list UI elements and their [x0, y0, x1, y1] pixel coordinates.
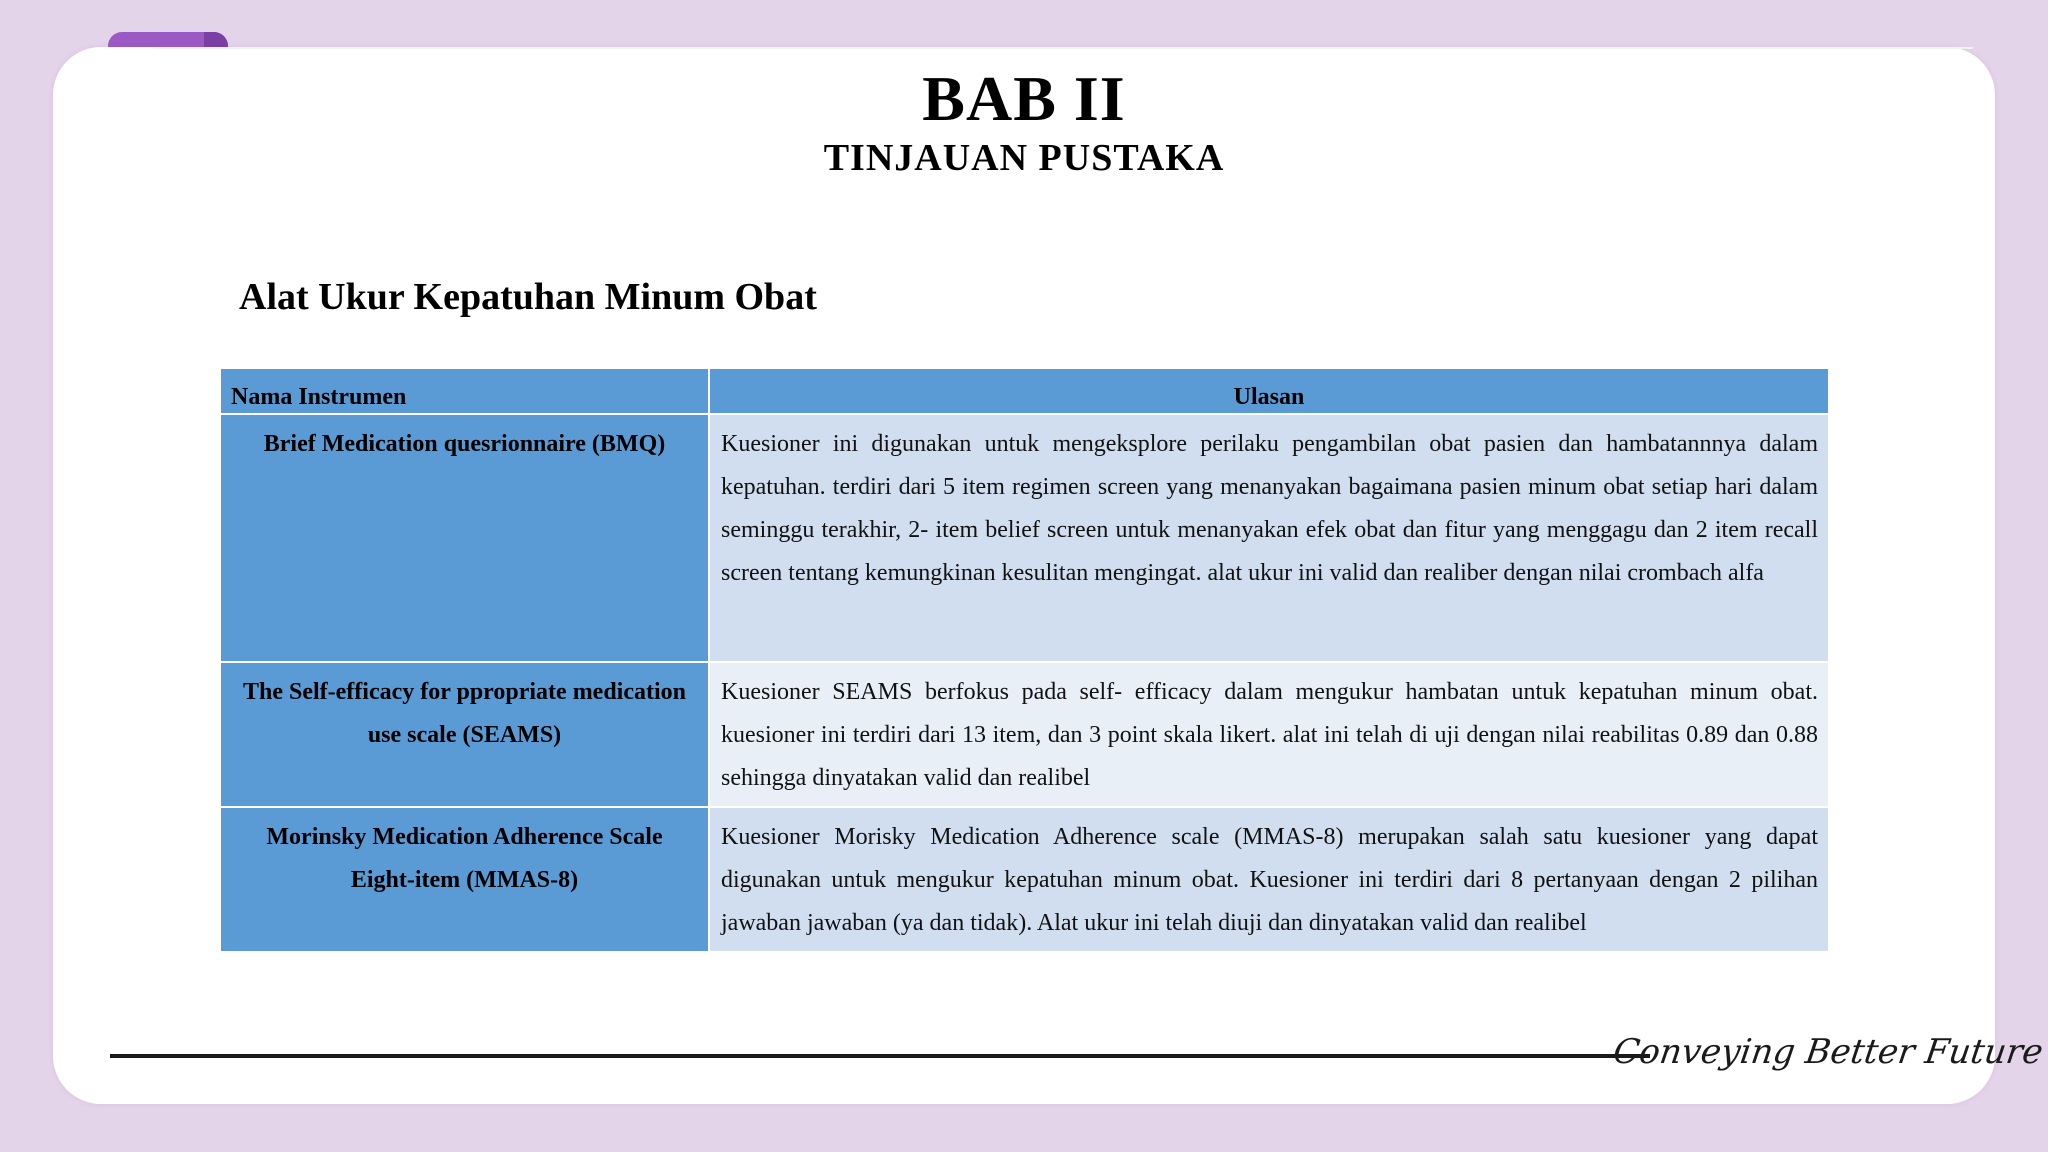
instrument-review: Kuesioner SEAMS berfokus pada self- efficacy dalam mengukur hambatan untuk kepatuhan minum obat. kuesioner ini terdiri dari 13 item, dan 3 point skala likert. alat ini telah di uji dengan nilai reabilitas 0.89 dan 0.88 sehingga dinyatakan valid dan realibel [709, 662, 1829, 807]
instrument-review: Kuesioner Morisky Medication Adherence scale (MMAS-8) merupakan salah satu kuesioner yang dapat digunakan untuk mengukur kepatuhan minum obat. Kuesioner ini terdiri dari 8 pertanyaan dengan 2 pilihan jawaban jawaban (ya dan tidak). Alat ukur ini telah diuji dan dinyatakan valid dan realibel [709, 807, 1829, 952]
chapter-title: BAB II [922, 63, 1126, 134]
slide-card [53, 47, 2046, 1104]
slide-heading [53, 62, 1995, 180]
instrument-table [219, 367, 1830, 953]
instrument-name: Morinsky Medication Adherence Scale Eight-item (MMAS-8) [220, 807, 709, 952]
column-header-instrument: Nama Instrumen [220, 368, 709, 414]
footer-divider [110, 1054, 1650, 1058]
top-edge-line [153, 47, 1973, 49]
table-header-row [220, 368, 1829, 414]
instrument-name: Brief Medication quesrionnaire (BMQ) [220, 414, 709, 662]
column-header-review: Ulasan [709, 368, 1829, 414]
chapter-subtitle: TINJAUAN PUSTAKA [823, 137, 1225, 179]
section-title: Alat Ukur Kepatuhan Minum Obat [239, 276, 817, 318]
table-row [220, 807, 1829, 952]
instrument-review: Kuesioner ini digunakan untuk mengeksplore perilaku pengambilan obat pasien dan hambatannnya dalam kepatuhan. terdiri dari 5 item regimen screen yang menanyakan bagaimana pasien minum obat setiap hari dalam seminggu terakhir, 2- item belief screen untuk menanyakan efek obat dan fitur yang menggagu dan 2 item recall screen tentang kemungkinan kesulitan mengingat. alat ukur ini valid dan realiber dengan nilai crombach alfa [709, 414, 1829, 662]
signature-text: Conveying Better Future [1610, 1032, 2046, 1072]
table-row [220, 662, 1829, 807]
table-row [220, 414, 1829, 662]
signature-logo [1610, 1017, 2046, 1087]
instrument-name: The Self-efficacy for ppropriate medication use scale (SEAMS) [220, 662, 709, 807]
